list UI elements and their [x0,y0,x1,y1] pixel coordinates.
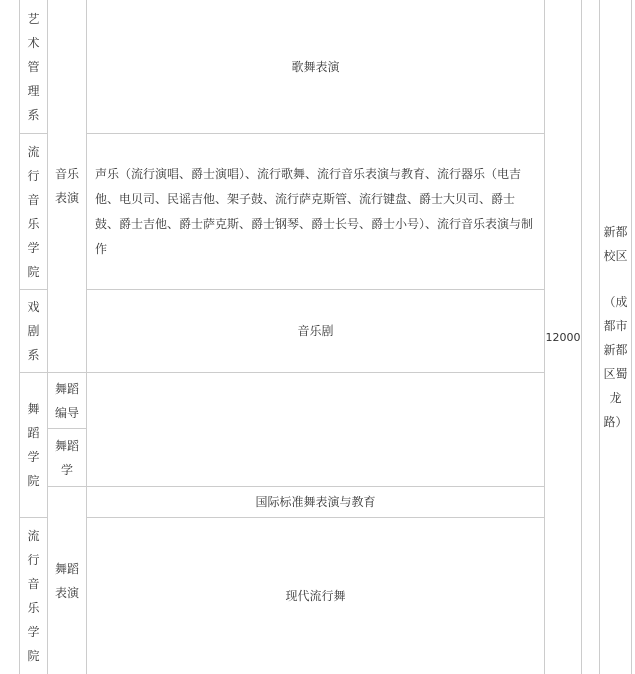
direction-cell [87,290,544,372]
direction-text: 现代流行舞 [285,589,346,603]
department-name: 流行音乐学院 [27,529,40,663]
campus-cell [600,220,631,460]
direction-text: 声乐（流行演唱、爵士演唱）、流行歌舞、流行音乐表演与教育、流行器乐（电吉他、电贝司、民谣吉他、架子鼓、流行萨克斯管、流行键盘、爵士大贝司、爵士鼓、爵士吉他、爵士萨克斯、爵士钢琴、爵士长号、爵士小号）、流行音乐表演与制作 [95,166,534,256]
department-cell [20,134,47,289]
tuition-value: 12000 [545,331,581,344]
department-name: 艺术管理系 [27,11,40,122]
direction-text: 音乐剧 [297,324,334,338]
direction-text: 歌舞表演 [291,59,340,74]
category-name: 舞蹈表演 [54,562,79,600]
department-cell [20,0,47,133]
grid-line [631,0,632,674]
category-name: 舞蹈学 [54,438,79,477]
category-cell [48,160,86,212]
category-name: 舞蹈编导 [54,381,79,420]
campus-address: （成都市新都区蜀龙路） [603,295,628,429]
grid-line [47,486,86,487]
tuition-cell [545,320,581,356]
department-cell [20,290,47,372]
category-cell [48,373,86,428]
department-name: 舞蹈学院 [27,402,40,488]
category-name: 音乐表演 [54,167,79,205]
direction-cell [87,518,544,674]
direction-cell [87,487,544,517]
campus-name: 新都校区 [603,225,628,263]
direction-cell [87,134,544,289]
grid-line [86,372,544,373]
category-cell [48,555,86,607]
direction-cell [87,0,544,133]
department-cell [20,373,47,517]
department-name: 流行音乐学院 [27,144,40,279]
category-cell [48,429,86,486]
department-cell [20,518,47,674]
direction-text: 国际标准舞表演与教育 [255,495,376,509]
department-name: 戏剧系 [27,300,40,362]
grid-line [581,0,582,674]
